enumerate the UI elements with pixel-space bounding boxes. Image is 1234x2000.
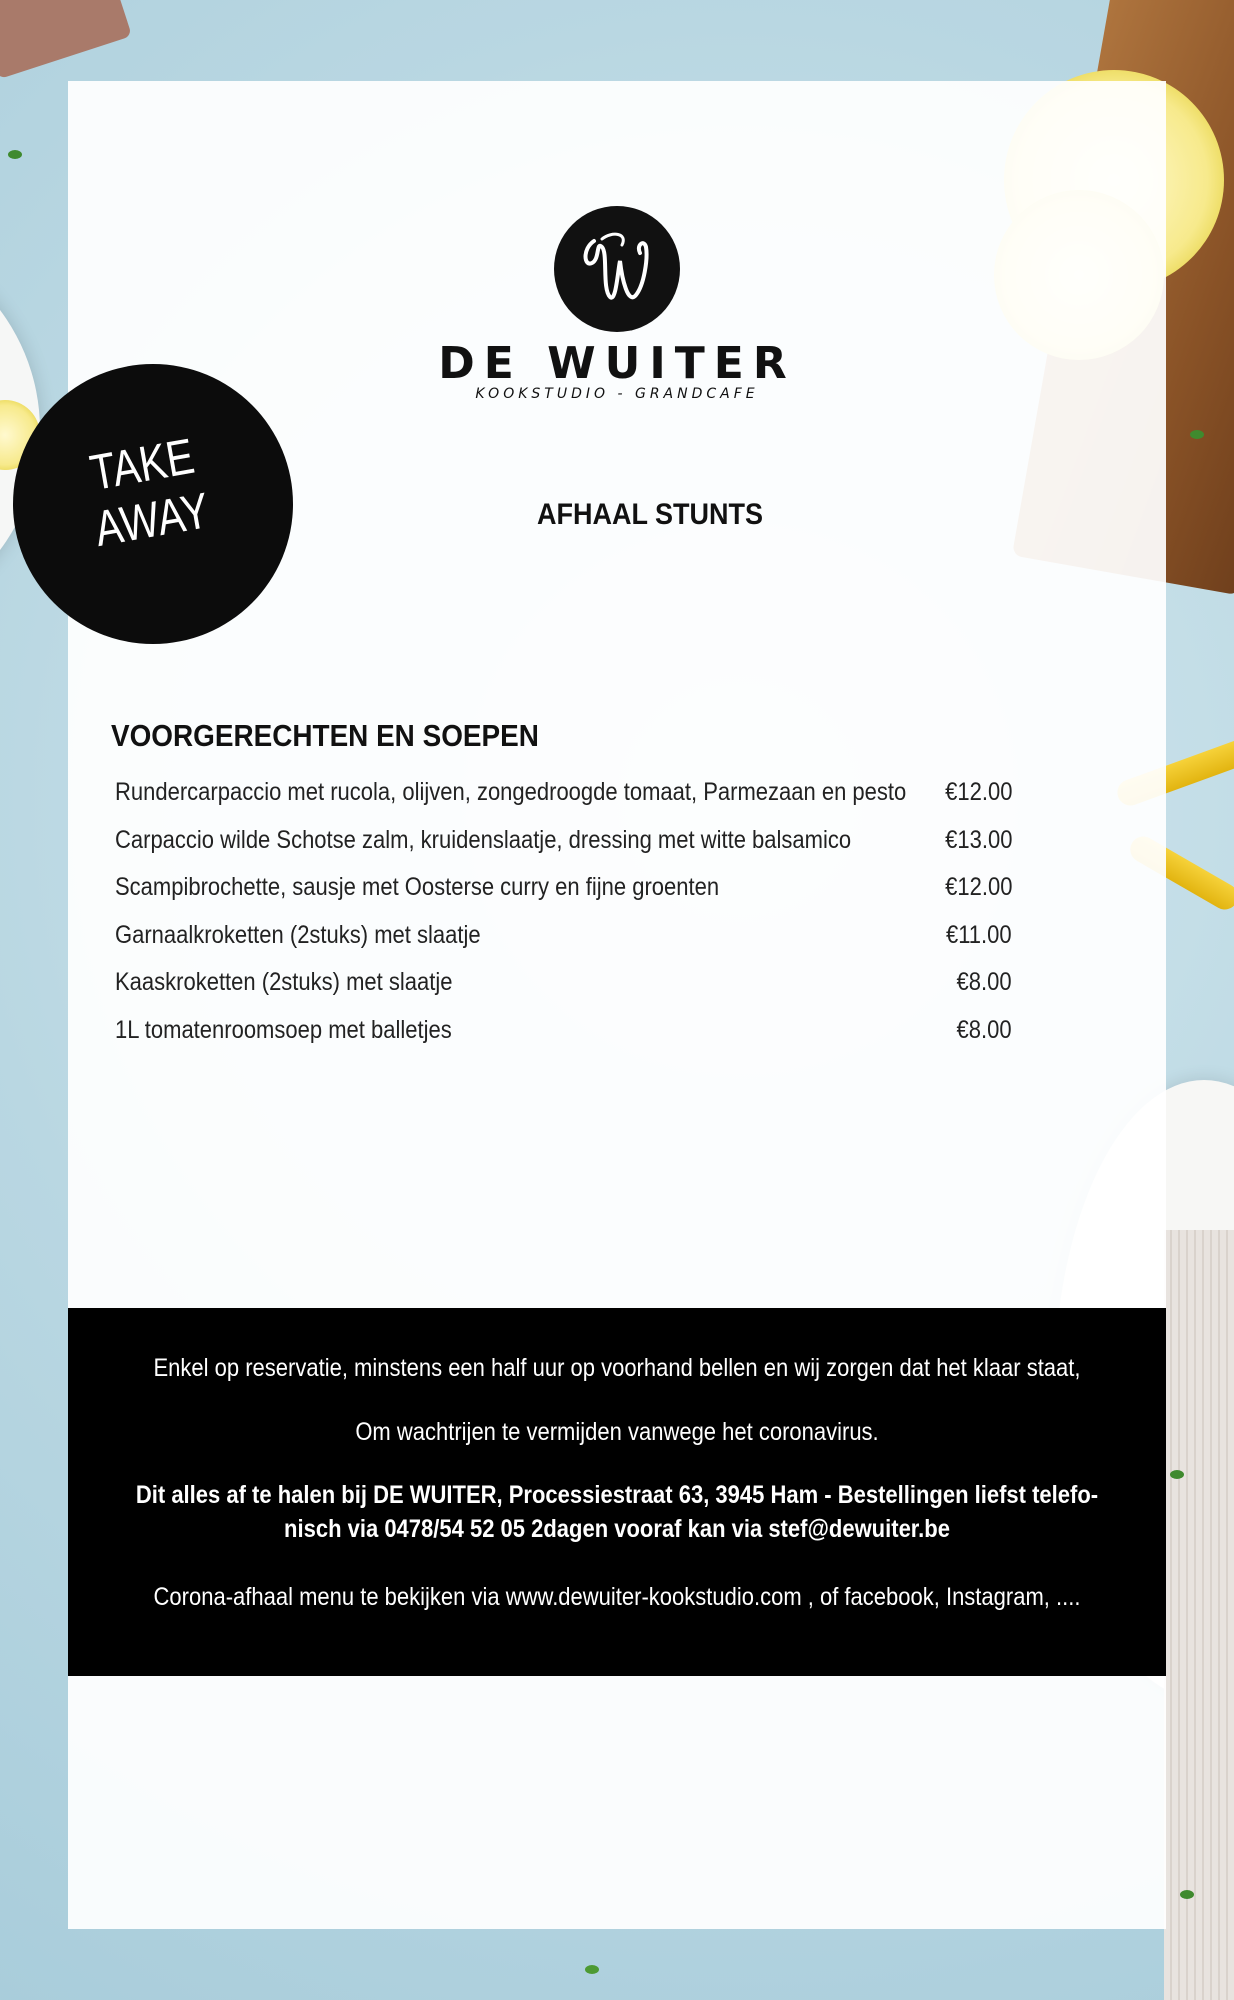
- menu-item-name: Garnaalkroketten (2stuks) met slaatje: [115, 920, 481, 949]
- menu-item-name: 1L tomatenroomsoep met balletjes: [115, 1015, 452, 1044]
- menu-list: [115, 778, 1015, 1063]
- herb-decoration: [585, 1965, 599, 1974]
- take-away-label: [77, 426, 218, 558]
- page-title: AFHAAL STUNTS: [536, 498, 763, 531]
- menu-item-name: Rundercarpaccio met rucola, olijven, zongedroogde tomaat, Parmezaan en pesto: [115, 778, 907, 806]
- towel-decoration: [1164, 1230, 1234, 2000]
- menu-item: [115, 968, 1015, 1016]
- menu-item-price: €13.00: [944, 825, 1012, 854]
- menu-item: [115, 778, 1015, 826]
- napkin-decoration: [0, 0, 132, 79]
- herb-decoration: [8, 150, 22, 159]
- order-contact: nisch via 0478/54 52 05 2dagen vooraf kan via stef@dewuiter.be: [284, 1515, 950, 1543]
- badge-line: TAKE: [86, 427, 199, 502]
- brand-tagline: KOOKSTUDIO - GRANDCAFE: [475, 386, 759, 402]
- menu-item-name: Carpaccio wilde Schotse zalm, kruidenslaatje, dressing met witte balsamico: [115, 825, 852, 854]
- brand-logo: [554, 206, 680, 332]
- menu-item-price: €8.00: [956, 968, 1012, 996]
- badge-line: AWAY: [90, 482, 214, 558]
- menu-item: [115, 921, 1015, 969]
- brand-monogram-icon: [572, 219, 662, 319]
- brand-name: DE WUITER: [438, 338, 796, 389]
- pickup-address: Dit alles af te halen bij DE WUITER, Processiestraat 63, 3945 Ham - Bestellingen liefst telefo-: [135, 1481, 1099, 1509]
- herb-decoration: [1180, 1890, 1194, 1899]
- corona-note: Om wachtrijen te vermijden vanwege het coronavirus.: [355, 1418, 879, 1446]
- reservation-note: Enkel op reservatie, minstens een half uur op voorhand bellen en wij zorgen dat het klaar staat,: [153, 1354, 1081, 1382]
- herb-decoration: [1190, 430, 1204, 439]
- menu-item: [115, 873, 1015, 921]
- menu-item-price: €8.00: [956, 1015, 1012, 1044]
- menu-links: Corona-afhaal menu te bekijken via www.dewuiter-kookstudio.com , of facebook, Instagram, ....: [153, 1583, 1081, 1611]
- menu-item: [115, 826, 1015, 874]
- menu-item-name: Kaaskroketten (2stuks) met slaatje: [115, 968, 453, 996]
- section-title: VOORGERECHTEN EN SOEPEN: [111, 718, 539, 753]
- menu-item-price: €11.00: [946, 920, 1012, 949]
- menu-item: [115, 1016, 1015, 1064]
- info-band: [68, 1308, 1166, 1676]
- menu-item-name: Scampibrochette, sausje met Oosterse curry en fijne groenten: [115, 873, 720, 901]
- menu-item-price: €12.00: [944, 873, 1012, 901]
- menu-item-price: €12.00: [944, 778, 1012, 806]
- herb-decoration: [1170, 1470, 1184, 1479]
